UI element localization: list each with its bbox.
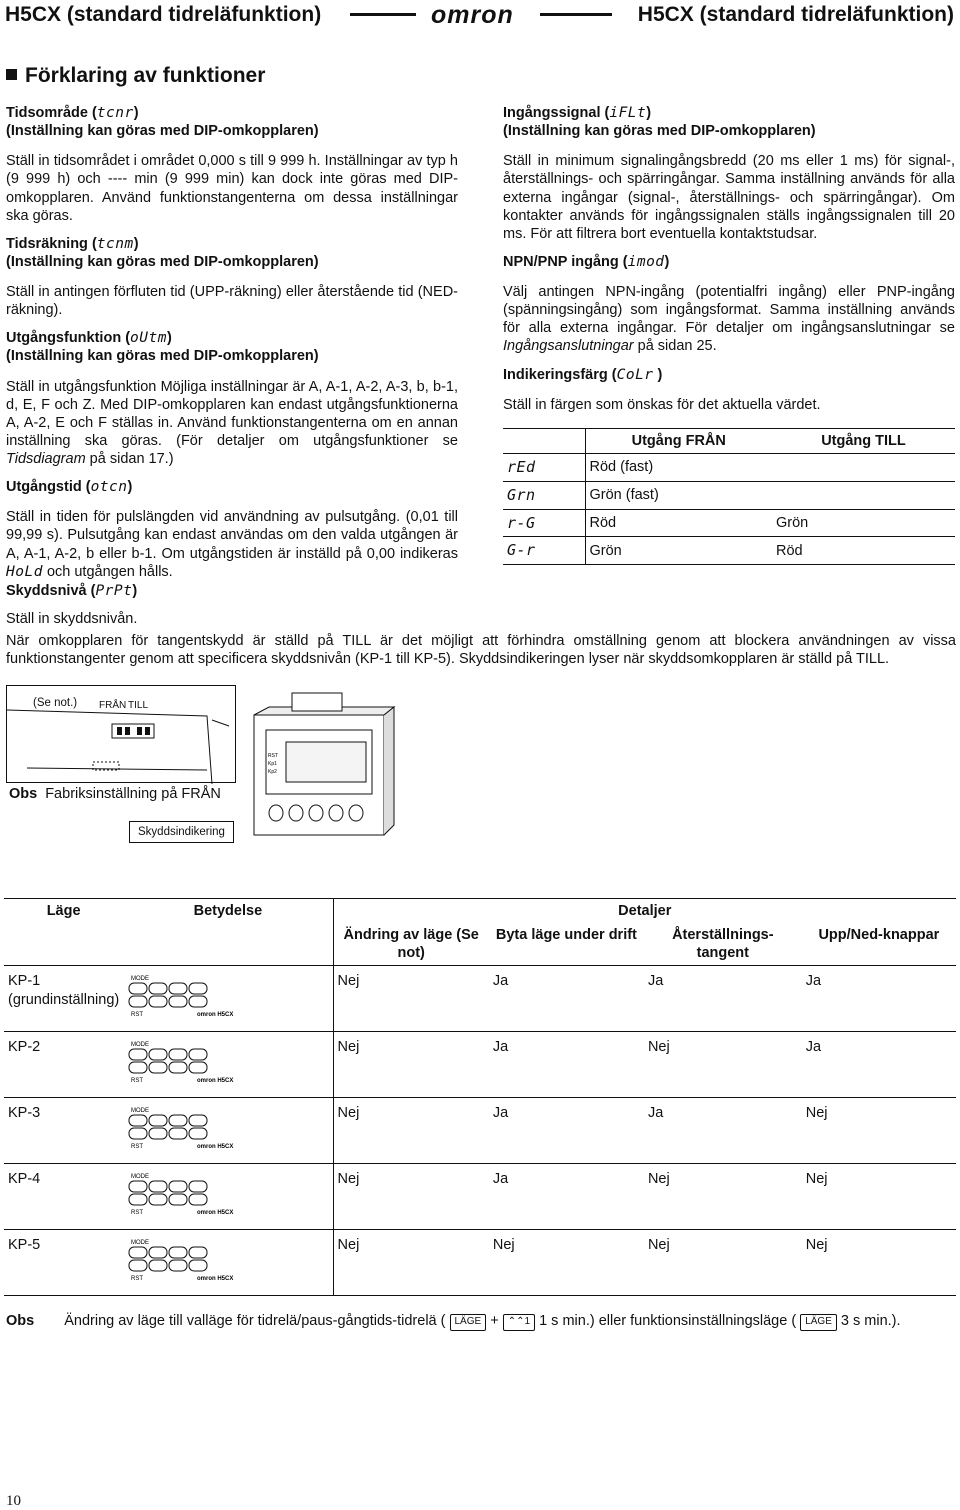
subheading: (Inställning kan göras med DIP-omkopplaren) [6, 123, 319, 140]
obs-label: Obs [6, 1313, 35, 1329]
body-text: När omkopplaren för tangentskydd är ställd på TILL är det möjligt att förhindra omställning genom att blockera användningen av vissa funktionstangenter genom att specificera skyddsnivån (KP-1 till KP-5). Skyddsindikeringen lyser när skyddsomkopplaren är ställd på TILL. [6, 633, 956, 668]
svg-text:Kp2: Kp2 [268, 769, 277, 775]
heading: Utgångstid (otcn) [6, 479, 133, 496]
setting-output-function [6, 329, 458, 468]
heading: Utgångsfunktion (oUtm) [6, 330, 172, 347]
svg-text:omron H5CX: omron H5CX [197, 1078, 234, 1085]
setting-npn-pnp [503, 253, 955, 356]
change-mode-cell: Nej [333, 1164, 489, 1230]
header-mode: Läge [4, 899, 123, 966]
subheading: (Inställning kan göras med DIP-omkopplaren) [6, 348, 319, 365]
svg-text:MODE: MODE [131, 976, 150, 983]
mode-cell: KP-5 [4, 1230, 123, 1296]
dip-switch-icon [7, 686, 237, 784]
section-title: Förklaring av funktioner [6, 63, 265, 89]
heading: Skyddsnivå (PrPt) [6, 583, 138, 599]
key-panel-icon [127, 1170, 237, 1216]
reset-key-cell: Ja [644, 1098, 802, 1164]
key-panel-cell [123, 1032, 333, 1098]
change-mode-cell: Nej [333, 1098, 489, 1164]
body-text: Ställ in tiden för pulslängden vid användning av pulsutgång. (0,01 till 99,99 s). Pulsutgång kan endast användas om den valda utgången är A, A-1, A-2, b eller b-1. Om utgångstiden är inställd på 0,00 indikeras HoLd och utgången hålls. [6, 509, 458, 580]
svg-text:RST: RST [131, 1276, 144, 1283]
key-panel-cell [123, 1230, 333, 1296]
key-panel-cell [123, 1098, 333, 1164]
mode-cell: KP-4 [4, 1164, 123, 1230]
setting-display-color [503, 366, 955, 414]
table-row: Grn Grön (fast) [503, 481, 955, 509]
subheading: (Inställning kan göras med DIP-omkopplaren) [503, 123, 816, 140]
body-text: Ställ in antingen förfluten tid (UPP-räkning) eller återstående tid (NED-räkning). [6, 284, 458, 319]
body-text: Ställ in färgen som önskas för det aktuella värdet. [503, 396, 821, 413]
display-color-table [503, 428, 955, 565]
switch-mode-cell: Ja [489, 1098, 644, 1164]
reset-key-cell: Ja [644, 966, 802, 1032]
reset-key-cell: Nej [644, 1230, 802, 1296]
updown-cell: Nej [802, 1164, 956, 1230]
header-updown-keys: Upp/Ned-knappar [802, 923, 956, 966]
key-panel-cell [123, 1164, 333, 1230]
svg-text:omron H5CX: omron H5CX [197, 1210, 234, 1217]
mode-key-icon: LÄGE [450, 1314, 487, 1331]
reset-key-cell: Nej [644, 1164, 802, 1230]
svg-text:MODE: MODE [131, 1042, 150, 1049]
table-row [4, 1230, 956, 1296]
up-key-icon: ⌃⌃1 [503, 1314, 535, 1331]
svg-text:RST: RST [131, 1144, 144, 1151]
bullet-square-icon [6, 69, 17, 80]
keyprotect-figure [6, 685, 506, 845]
body-text: Ställ in tidsområdet i området 0,000 s till 9 999 h. Inställningar av typ h (9 999 h) och ---- min (9 999 min) kan dock inte göras med DIP-omkopplaren. Använd funktionstangenterna om dessa inställningar ska göras. [6, 153, 458, 224]
table-row: G-r Grön Röd [503, 537, 955, 565]
heading: NPN/PNP ingång (imod) [503, 253, 670, 270]
setting-time-range [6, 104, 458, 225]
switch-mode-cell: Nej [489, 1230, 644, 1296]
body-text: Ställ in minimum signalingångsbredd (20 ms eller 1 ms) för signal-, återställnings- och spärringångar. Samma inställning används för alla externa ingångar (signal-, återställnings- och spärringångar). Om kontakter används för ingångssignalen ställs ingångssignalen till 20 ms. För att filtrera bort eventuella kontaktstudsar. [503, 153, 955, 242]
heading: Tidsområde (tcnr) [6, 105, 139, 121]
header-details: Detaljer [618, 903, 672, 919]
key-panel-icon [127, 1038, 237, 1084]
updown-cell: Nej [802, 1230, 956, 1296]
subheading: (Inställning kan göras med DIP-omkopplaren) [6, 253, 319, 270]
svg-text:RST: RST [131, 1012, 144, 1019]
switch-mode-cell: Ja [489, 1164, 644, 1230]
mode-cell: KP-1 (grundinställning) [4, 966, 123, 1032]
svg-text:MODE: MODE [131, 1174, 150, 1181]
heading: Ingångssignal (iFLt) [503, 105, 652, 121]
svg-text:MODE: MODE [131, 1240, 150, 1247]
header-switch-mode: Byta läge under drift [489, 923, 644, 966]
svg-text:omron H5CX: omron H5CX [197, 1144, 234, 1151]
table-header: Utgång FRÅN [585, 429, 772, 454]
body-text: Ställ in utgångsfunktion Möjliga inställningar är A, A-1, A-2, A-3, b, b-1, d, E, F och Z. Med DIP-omkopplaren kan endast utgångsfunktionerna A, A-2, E och F ställas in. Använd funktionstangenterna om en annan inställning ska göras. (För detaljer om utgångsfunktioner se Tidsdiagram på sidan 17.) [6, 378, 458, 467]
mode-cell: KP-2 [4, 1032, 123, 1098]
header-rule-left [350, 13, 416, 16]
updown-cell: Ja [802, 1032, 956, 1098]
heading: Indikeringsfärg (CoLr ) [503, 366, 663, 383]
svg-text:RST: RST [268, 753, 278, 759]
table-row: rEd Röd (fast) [503, 454, 955, 482]
protection-level-table [4, 898, 956, 1296]
setting-time-counting [6, 235, 458, 320]
body-text: Välj antingen NPN-ingång (potentialfri ingång) eller PNP-ingång (spänningsingång) som ingångsformat. Samma inställning används för alla externa ingångar. För detaljer om ingångsanslutningar se Ingångsanslutningar på sidan 25. [503, 284, 955, 355]
body-text: Ställ in skyddsnivån. [6, 611, 138, 628]
key-panel-icon [127, 1104, 237, 1150]
setting-input-signal [503, 104, 955, 243]
mode-cell: KP-3 [4, 1098, 123, 1164]
change-mode-cell: Nej [333, 1230, 489, 1296]
svg-text:omron H5CX: omron H5CX [197, 1276, 234, 1283]
svg-text:RST: RST [131, 1210, 144, 1217]
indicator-label: Skyddsindikering [129, 821, 234, 843]
table-row [4, 1098, 956, 1164]
page-number: 10 [6, 1493, 21, 1509]
change-mode-cell: Nej [333, 966, 489, 1032]
key-panel-icon [127, 972, 237, 1018]
protection-level [6, 582, 956, 669]
header-title-right: H5CX (standard tidreläfunktion) [637, 3, 954, 26]
omron-logo: omron [431, 1, 514, 29]
updown-cell: Nej [802, 1098, 956, 1164]
header-meaning: Betydelse [123, 899, 333, 966]
switch-detail-box: (Se not.) FRÅN TILL [6, 685, 236, 783]
header-reset-key: Återställnings-tangent [644, 923, 802, 966]
svg-text:RST: RST [131, 1078, 144, 1085]
figure-note: Obs Fabriksinställning på FRÅN [9, 786, 221, 802]
switch-mode-cell: Ja [489, 1032, 644, 1098]
table-header [503, 429, 585, 454]
header-rule-right [540, 13, 612, 16]
svg-text:Kp1: Kp1 [268, 761, 277, 767]
table-header: Utgång TILL [772, 429, 955, 454]
change-mode-cell: Nej [333, 1032, 489, 1098]
header-change-mode: Ändring av läge (Se not) [333, 923, 489, 966]
table-row [4, 966, 956, 1032]
table-row [4, 1164, 956, 1230]
table-row [4, 1032, 956, 1098]
key-panel-icon [127, 1236, 237, 1282]
table-row: r-G Röd Grön [503, 509, 955, 537]
timer-device-illustration [234, 685, 404, 845]
left-column [6, 104, 458, 591]
footer-note: Obs Ändring av läge till valläge för tidrelä/paus-gångtids-tidrelä ( LÄGE + ⌃⌃1 1 s min.) eller funktionsinställningsläge ( LÄGE 3 s min.). [6, 1313, 901, 1329]
updown-cell: Ja [802, 966, 956, 1032]
svg-text:omron H5CX: omron H5CX [197, 1012, 234, 1019]
right-column [503, 104, 955, 424]
svg-text:MODE: MODE [131, 1108, 150, 1115]
reset-key-cell: Nej [644, 1032, 802, 1098]
setting-output-time [6, 478, 458, 581]
heading: Tidsräkning (tcnm) [6, 235, 139, 252]
switch-mode-cell: Ja [489, 966, 644, 1032]
mode-key-icon: LÄGE [800, 1314, 837, 1331]
header-title-left: H5CX (standard tidreläfunktion) [5, 3, 322, 26]
key-panel-cell [123, 966, 333, 1032]
